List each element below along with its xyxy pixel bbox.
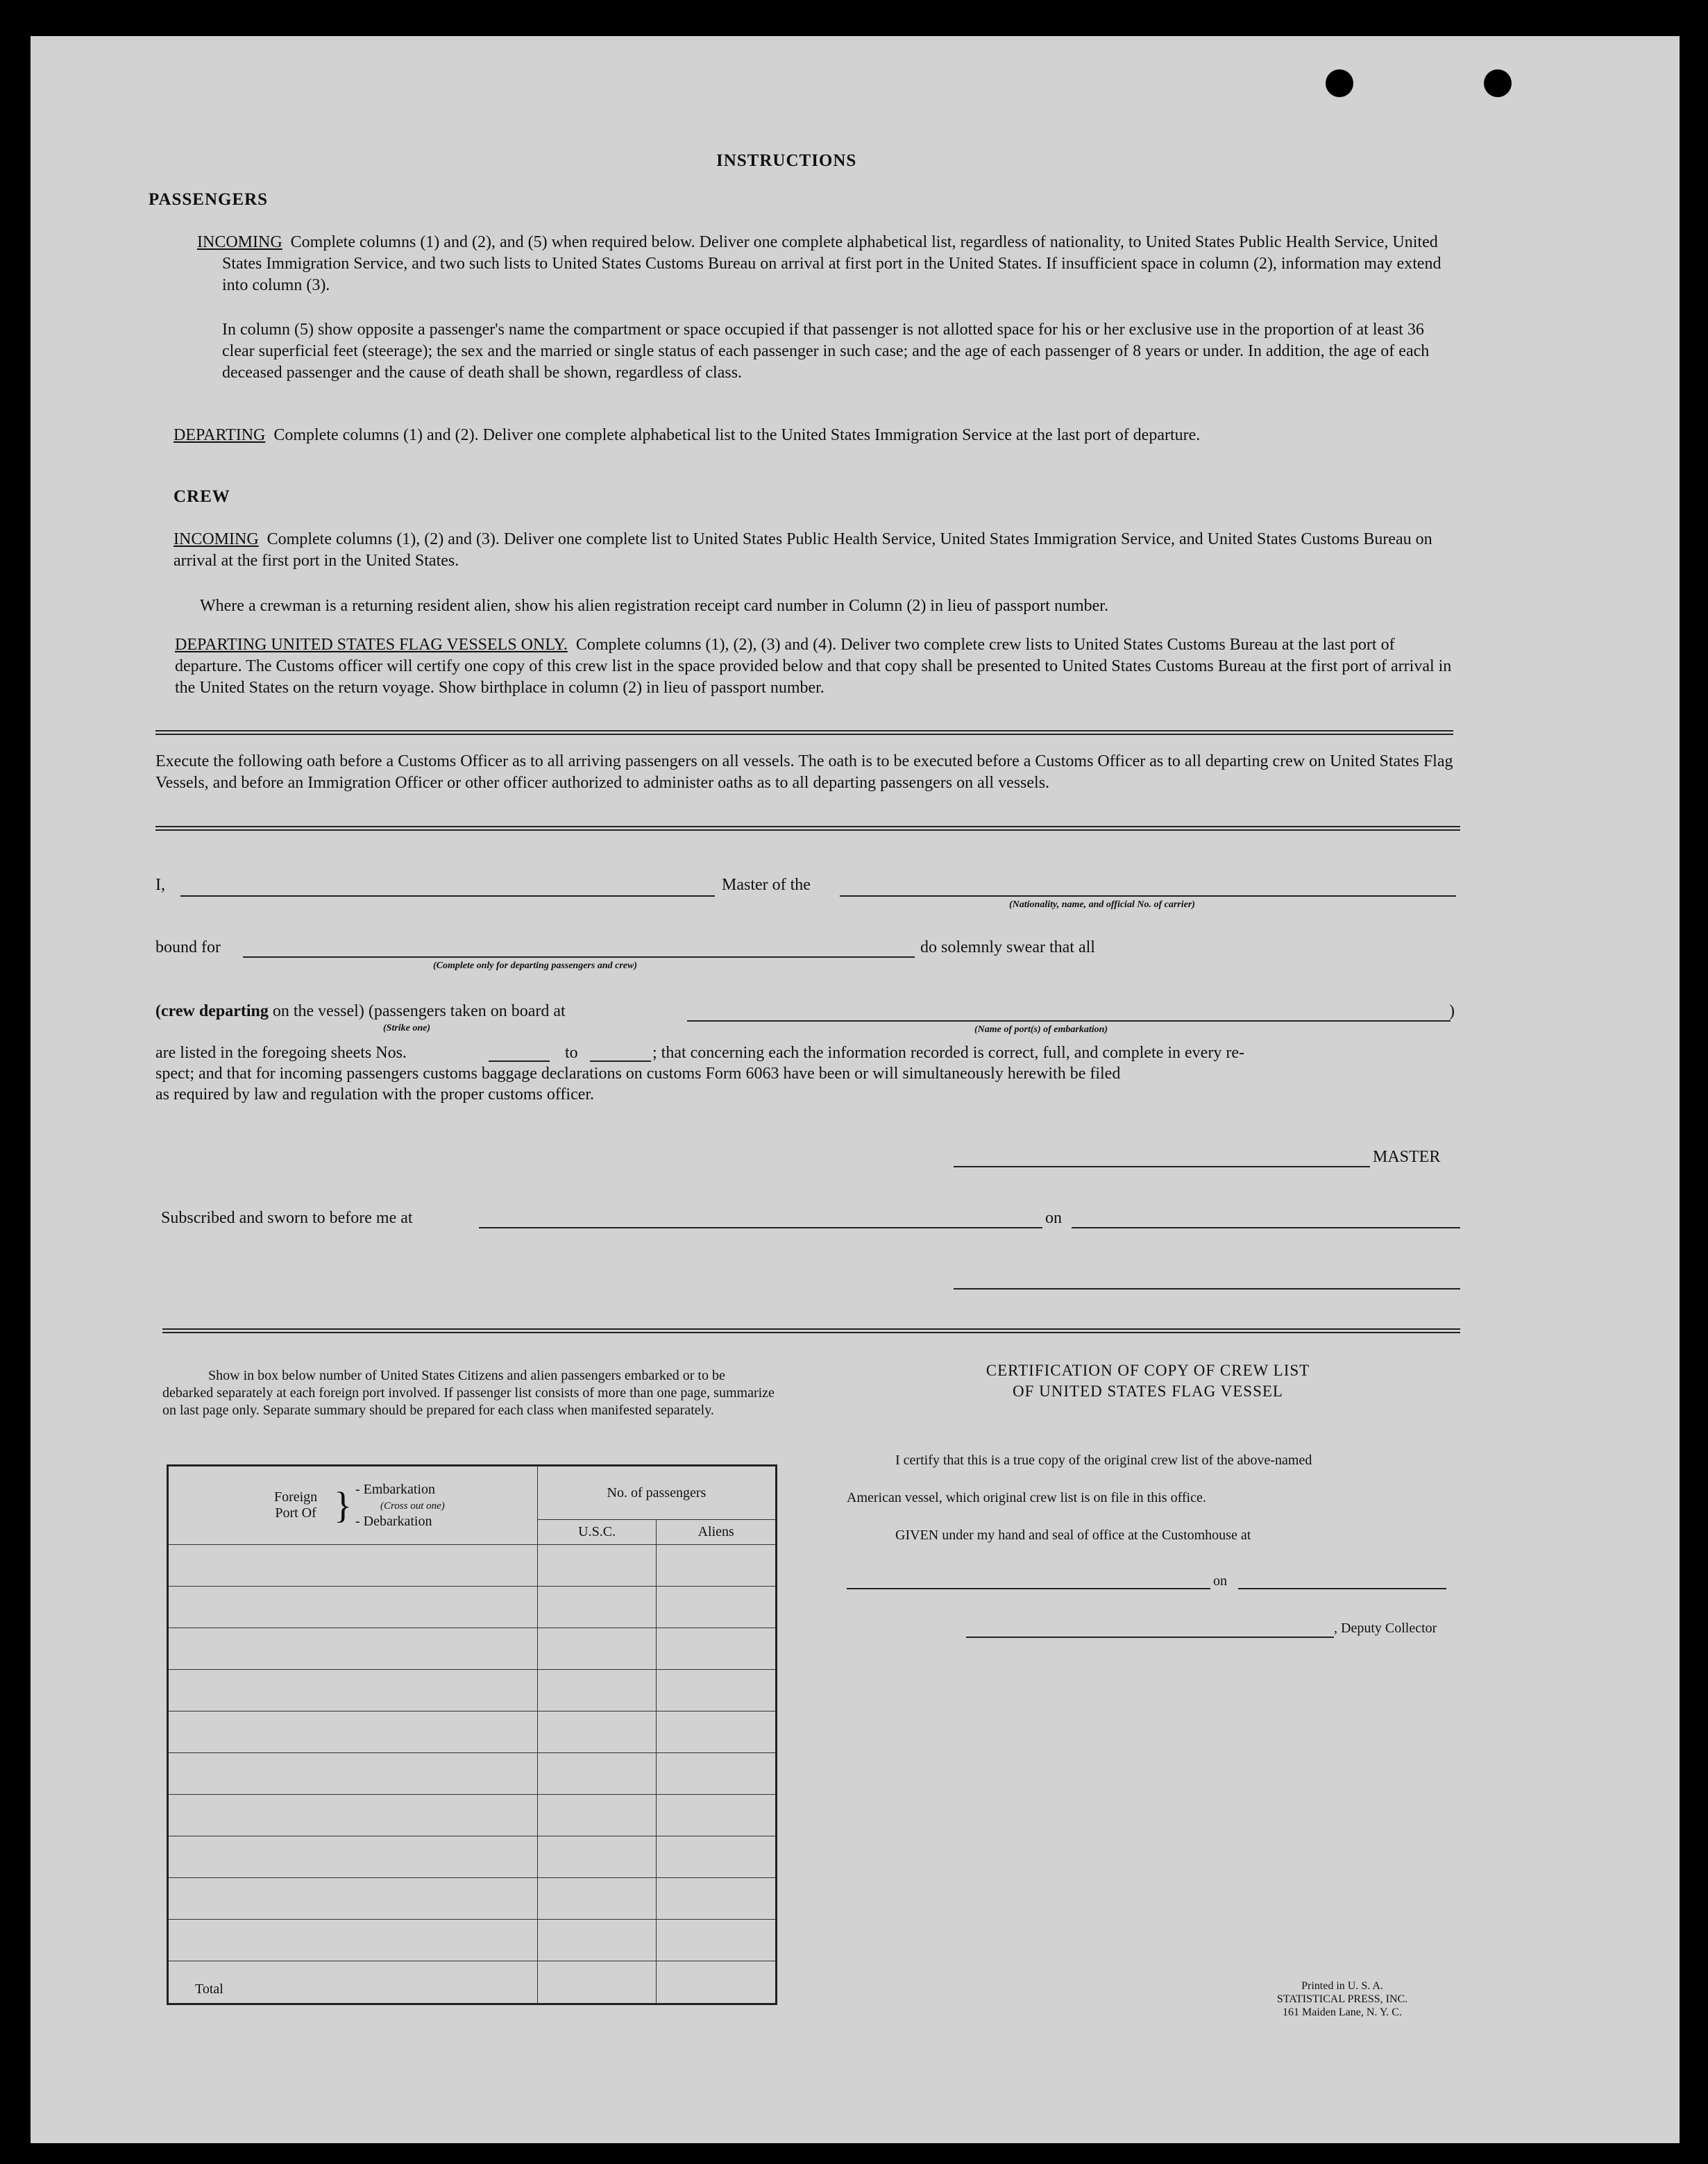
- usc-cell[interactable]: [537, 1587, 657, 1628]
- port-cell[interactable]: [168, 1878, 538, 1920]
- punch-hole-left: [1326, 69, 1353, 97]
- certification-title-line1: CERTIFICATION OF COPY OF CREW LIST: [986, 1362, 1310, 1379]
- printer-line2: STATISTICAL PRESS, INC.: [1276, 1993, 1408, 2005]
- customhouse-field[interactable]: [847, 1588, 1210, 1589]
- passengers-departing-text: Complete columns (1) and (2). Deliver one complete alphabetical list to the United States Immigration Service at the last port of departure.: [273, 426, 1201, 444]
- certification-title: [961, 1360, 1335, 1402]
- crew-incoming-text: Complete columns (1), (2) and (3). Deliver one complete list to United States Public Health Service, United States Immigration Service, and United States Customs Bureau on arrival at the first port in the United States.: [174, 530, 1432, 570]
- crew-departing-label: (crew departing: [155, 1002, 269, 1020]
- listed-text-3: spect; and that for incoming passengers customs baggage declarations on customs Form 6063 have been or will simultaneously herewith be filed: [155, 1065, 1121, 1083]
- foreign-port-label: Foreign Port Of: [273, 1489, 318, 1521]
- port-cell[interactable]: [168, 1795, 538, 1836]
- port-cell[interactable]: [168, 1920, 538, 1961]
- aliens-cell[interactable]: [657, 1587, 777, 1628]
- printer-line1: Printed in U. S. A.: [1301, 1980, 1383, 1992]
- vessel-nationality-field[interactable]: [840, 895, 1456, 897]
- certification-title-line2: OF UNITED STATES FLAG VESSEL: [1013, 1383, 1283, 1400]
- master-of-the-label: Master of the: [722, 876, 811, 894]
- master-name-field[interactable]: [180, 895, 715, 897]
- total-aliens-cell[interactable]: [657, 1961, 777, 2004]
- aliens-cell[interactable]: [657, 1545, 777, 1587]
- port-cell[interactable]: [168, 1670, 538, 1711]
- embark-debark-labels: [355, 1482, 445, 1529]
- officer-signature-field[interactable]: [954, 1288, 1460, 1290]
- port-cell[interactable]: [168, 1628, 538, 1670]
- brace-icon: }: [334, 1485, 352, 1526]
- total-label: Total: [168, 1961, 538, 2004]
- bound-for-field[interactable]: [243, 956, 915, 958]
- passengers-departing-block: [174, 425, 1457, 446]
- crew-incoming-block: [174, 529, 1457, 572]
- printer-line3: 161 Maiden Lane, N. Y. C.: [1283, 2006, 1402, 2018]
- crew-resident-block: [200, 595, 1463, 617]
- debarkation-label: - Debarkation: [355, 1514, 432, 1529]
- certification-line1: I certify that this is a true copy of the original crew list of the above-named: [895, 1453, 1312, 1468]
- no-of-passengers-header: No. of passengers: [537, 1466, 776, 1520]
- aliens-cell[interactable]: [657, 1753, 777, 1795]
- aliens-cell[interactable]: [657, 1920, 777, 1961]
- crew-departing-text: Complete columns (1), (2), (3) and (4). Deliver two complete crew lists to United States Customs Bureau at the last port of departure. The Customs officer will certify one copy of this crew list in the space provided below and that copy shall be presented to United States Customs Bureau at the first port of arrival in the United States on the return voyage. Show birthplace in column (2) in lieu of passport number.: [175, 636, 1452, 697]
- usc-header: U.S.C.: [537, 1520, 657, 1545]
- listed-sheets-label: are listed in the foregoing sheets Nos.: [155, 1044, 407, 1062]
- divider-oath: [155, 826, 1460, 831]
- passengers-column5-text: In column (5) show opposite a passenger's name the compartment or space occupied if that passenger is not allotted space for his or her exclusive use in the proportion of at least 36 clear superficial feet (steerage); the sex and the married or single status of each passenger in such case; and the age of each passenger of 8 years or under. In addition, the age of each deceased passenger and the cause of death shall be shown, regardless of class.: [222, 321, 1430, 382]
- aliens-cell[interactable]: [657, 1878, 777, 1920]
- passenger-summary-table: [167, 1464, 777, 2005]
- printer-imprint: [1238, 1979, 1446, 2019]
- crew-passengers-line: [155, 1002, 566, 1021]
- passengers-incoming-label: INCOMING: [197, 233, 282, 251]
- certification-on-label: on: [1213, 1573, 1227, 1589]
- crew-heading: CREW: [174, 487, 230, 506]
- strike-one-caption: (Strike one): [383, 1023, 431, 1033]
- solemnly-swear-label: do solemnly swear that all: [920, 938, 1095, 956]
- port-cell[interactable]: [168, 1545, 538, 1587]
- divider-top: [155, 730, 1453, 735]
- subscribed-place-field[interactable]: [479, 1227, 1042, 1228]
- foreign-port-header: [168, 1466, 538, 1545]
- deputy-collector-label: , Deputy Collector: [1334, 1621, 1437, 1636]
- master-signature-label: MASTER: [1373, 1148, 1441, 1166]
- usc-cell[interactable]: [537, 1753, 657, 1795]
- cross-out-caption: (Cross out one): [380, 1501, 445, 1512]
- passengers-column5-block: [197, 319, 1453, 384]
- summary-intro-text: Show in box below number of United States Citizens and alien passengers embarked or to be debarked separately at each foreign port involved. If passenger list consists of more than one page, summarize on last page only. Separate summary should be prepared for each class when manifested separately.: [162, 1368, 775, 1418]
- usc-cell[interactable]: [537, 1795, 657, 1836]
- sheet-to-field[interactable]: [590, 1060, 651, 1062]
- bound-for-caption: (Complete only for departing passengers and crew): [433, 961, 637, 971]
- certification-line2: American vessel, which original crew list is on file in this office.: [847, 1490, 1206, 1505]
- embarkation-label: - Embarkation: [355, 1482, 435, 1497]
- passengers-incoming-text: Complete columns (1) and (2), and (5) when required below. Deliver one complete alphabetical list, regardless of nationality, to United States Public Health Service, United States Immigration Service, and two such lists to United States Customs Bureau on arrival at first port in the United States. If insufficient space in column (2), information may extend into column (3).: [222, 233, 1441, 294]
- instructions-title: INSTRUCTIONS: [716, 151, 857, 170]
- usc-cell[interactable]: [537, 1836, 657, 1878]
- sheet-from-field[interactable]: [489, 1060, 550, 1062]
- port-cell[interactable]: [168, 1836, 538, 1878]
- certification-date-field[interactable]: [1238, 1588, 1446, 1589]
- on-the-vessel-label: on the vessel) (passengers taken on board at: [272, 1002, 566, 1020]
- usc-cell[interactable]: [537, 1711, 657, 1753]
- subscribed-label: Subscribed and sworn to before me at: [161, 1209, 413, 1227]
- oath-intro-block: [155, 751, 1460, 794]
- usc-cell[interactable]: [537, 1628, 657, 1670]
- crew-incoming-label: INCOMING: [174, 530, 259, 548]
- usc-cell[interactable]: [537, 1920, 657, 1961]
- aliens-cell[interactable]: [657, 1795, 777, 1836]
- subscribed-on-label: on: [1045, 1209, 1062, 1227]
- crew-departing-label: DEPARTING UNITED STATES FLAG VESSELS ONLY.: [175, 636, 568, 654]
- punch-hole-right: [1484, 69, 1512, 97]
- aliens-cell[interactable]: [657, 1711, 777, 1753]
- bound-for-label: bound for: [155, 938, 221, 956]
- usc-cell[interactable]: [537, 1878, 657, 1920]
- to-label: to: [565, 1044, 578, 1062]
- listed-text-2: ; that concerning each the information recorded is correct, full, and complete in every re-: [652, 1044, 1244, 1062]
- crew-resident-text: Where a crewman is a returning resident alien, show his alien registration receipt card number in Column (2) in lieu of passport number.: [200, 597, 1108, 615]
- oath-intro-text: Execute the following oath before a Customs Officer as to all arriving passengers on all vessels. The oath is to be executed before a Customs Officer as to all departing crew on United States Flag Vessels, and before an Immigration Officer or other officer authorized to administer oaths as to all departing passengers on all vessels.: [155, 752, 1453, 792]
- aliens-cell[interactable]: [657, 1670, 777, 1711]
- passengers-departing-label: DEPARTING: [174, 426, 266, 444]
- divider-bottom: [162, 1328, 1460, 1333]
- port-cell[interactable]: [168, 1711, 538, 1753]
- oath-i-label: I,: [155, 876, 165, 894]
- usc-cell[interactable]: [537, 1670, 657, 1711]
- document-page: [31, 36, 1680, 2143]
- passengers-heading: PASSENGERS: [149, 190, 269, 209]
- summary-intro-block: [162, 1367, 777, 1419]
- nationality-caption: (Nationality, name, and official No. of carrier): [1009, 899, 1195, 910]
- aliens-header: Aliens: [657, 1520, 777, 1545]
- port-cell[interactable]: [168, 1587, 538, 1628]
- passengers-incoming-block: [197, 232, 1453, 296]
- master-signature-field[interactable]: [954, 1166, 1370, 1167]
- embarkation-ports-field[interactable]: [687, 1020, 1451, 1022]
- total-usc-cell[interactable]: [537, 1961, 657, 2004]
- certification-line3: GIVEN under my hand and seal of office at the Customhouse at: [895, 1528, 1251, 1543]
- subscribed-date-field[interactable]: [1072, 1227, 1460, 1228]
- usc-cell[interactable]: [537, 1545, 657, 1587]
- aliens-cell[interactable]: [657, 1628, 777, 1670]
- ports-caption: (Name of port(s) of embarkation): [974, 1024, 1108, 1035]
- close-paren: ): [1449, 1002, 1455, 1020]
- deputy-signature-field[interactable]: [966, 1637, 1334, 1638]
- crew-departing-block: [175, 634, 1460, 699]
- port-cell[interactable]: [168, 1753, 538, 1795]
- aliens-cell[interactable]: [657, 1836, 777, 1878]
- listed-text-4: as required by law and regulation with the proper customs officer.: [155, 1085, 595, 1104]
